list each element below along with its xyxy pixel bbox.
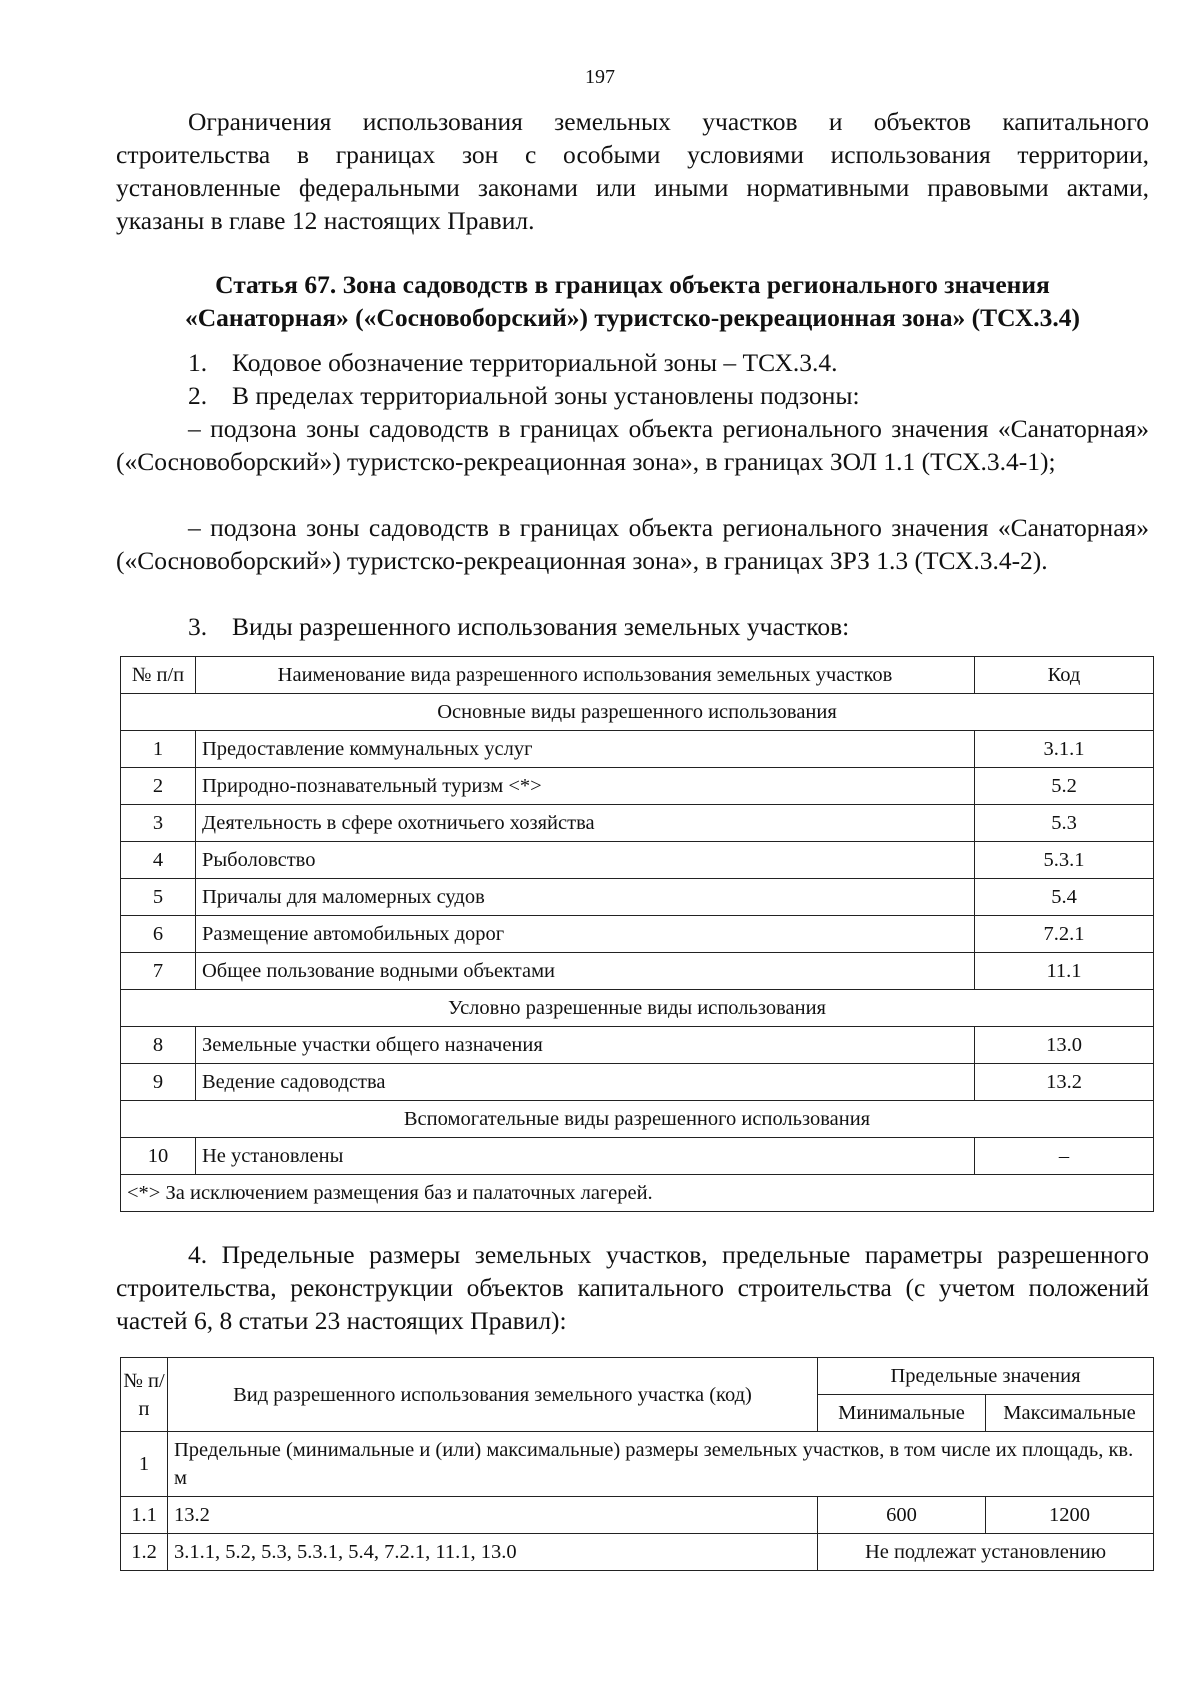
land-uses-table xyxy=(120,656,1154,1212)
row-code: 13.0 xyxy=(975,1027,1154,1064)
header-name: Наименование вида разрешенного использования земельных участков xyxy=(196,657,975,694)
row-codes: 13.2 xyxy=(168,1497,818,1534)
item-3-text: Виды разрешенного использования земельных участков: xyxy=(232,612,850,641)
table-row xyxy=(121,1138,1154,1175)
limits-header-num: № п/п xyxy=(121,1358,168,1432)
table-row xyxy=(121,1534,1154,1571)
row-name: Не установлены xyxy=(196,1138,975,1175)
row-num: 1.2 xyxy=(121,1534,168,1571)
footnote-row xyxy=(121,1175,1154,1212)
row-num: 7 xyxy=(121,953,196,990)
row-value: Не подлежат установлению xyxy=(818,1534,1154,1571)
table-footnote: <*> За исключением размещения баз и палаточных лагерей. xyxy=(121,1175,1154,1212)
section-title: Вспомогательные виды разрешенного использования xyxy=(121,1101,1154,1138)
row-code: 5.3.1 xyxy=(975,842,1154,879)
item-3-number: 3. xyxy=(188,612,208,641)
table-row xyxy=(121,1027,1154,1064)
row-name: Размещение автомобильных дорог xyxy=(196,916,975,953)
row-num: 3 xyxy=(121,805,196,842)
row-code: 5.4 xyxy=(975,879,1154,916)
row-num: 8 xyxy=(121,1027,196,1064)
row-num: 5 xyxy=(121,879,196,916)
row-code: – xyxy=(975,1138,1154,1175)
row-text: Предельные (минимальные и (или) максимальные) размеры земельных участков, в том числе их площадь, кв. м xyxy=(168,1432,1154,1497)
row-code: 13.2 xyxy=(975,1064,1154,1101)
limits-header-row-1 xyxy=(121,1358,1154,1395)
table-row xyxy=(121,879,1154,916)
row-name: Общее пользование водными объектами xyxy=(196,953,975,990)
intro-paragraph: Ограничения использования земельных участков и объектов капитального строительства в границах зон с особыми условиями использования территории, установленные федеральными законами или иными нормативными правовыми актами, указаны в главе 12 настоящих Правил. xyxy=(116,107,1149,235)
row-num: 1.1 xyxy=(121,1497,168,1534)
table-row xyxy=(121,842,1154,879)
table-row xyxy=(121,731,1154,768)
row-code: 5.3 xyxy=(975,805,1154,842)
row-num: 10 xyxy=(121,1138,196,1175)
row-name: Предоставление коммунальных услуг xyxy=(196,731,975,768)
item-1-text: Кодовое обозначение территориальной зоны – ТСХ.3.4. xyxy=(232,348,838,377)
row-code: 5.2 xyxy=(975,768,1154,805)
row-max: 1200 xyxy=(986,1497,1154,1534)
row-num: 4 xyxy=(121,842,196,879)
subzone-2: – подзона зоны садоводств в границах объекта регионального значения «Санаторная» («Сосновоборский») туристско-рекреационная зона», в границах ЗРЗ 1.3 (ТСХ.3.4-2). xyxy=(116,513,1149,575)
page-number: 197 xyxy=(585,66,615,88)
item-4-paragraph: 4. Предельные размеры земельных участков, предельные параметры разрешенного строительства, реконструкции объектов капитального строительства (с учетом положений частей 6, 8 статьи 23 настоящих Правил): xyxy=(116,1240,1149,1335)
row-name: Деятельность в сфере охотничьего хозяйства xyxy=(196,805,975,842)
table-row xyxy=(121,1432,1154,1497)
limits-table xyxy=(120,1357,1154,1571)
item-1 xyxy=(188,346,838,379)
row-min: 600 xyxy=(818,1497,986,1534)
row-name: Ведение садоводства xyxy=(196,1064,975,1101)
row-name: Земельные участки общего назначения xyxy=(196,1027,975,1064)
item-2 xyxy=(188,379,860,412)
row-code: 11.1 xyxy=(975,953,1154,990)
limits-header-max: Максимальные xyxy=(986,1395,1154,1432)
section-row-auxiliary xyxy=(121,1101,1154,1138)
article-title xyxy=(116,268,1149,334)
row-name: Причалы для маломерных судов xyxy=(196,879,975,916)
header-code: Код xyxy=(975,657,1154,694)
row-name: Рыболовство xyxy=(196,842,975,879)
header-num: № п/п xyxy=(121,657,196,694)
article-title-line-2: «Санаторная» («Сосновоборский») туристско-рекреационная зона» (ТСХ.3.4) xyxy=(184,303,1080,332)
section-title: Основные виды разрешенного использования xyxy=(121,694,1154,731)
limits-header-min: Минимальные xyxy=(818,1395,986,1432)
item-2-number: 2. xyxy=(188,381,208,410)
item-3 xyxy=(188,610,849,643)
table-row xyxy=(121,768,1154,805)
limits-header-kind: Вид разрешенного использования земельного участка (код) xyxy=(168,1358,818,1432)
section-row-main xyxy=(121,694,1154,731)
row-num: 1 xyxy=(121,1432,168,1497)
table-row xyxy=(121,953,1154,990)
row-num: 2 xyxy=(121,768,196,805)
row-code: 7.2.1 xyxy=(975,916,1154,953)
article-title-line-1: Статья 67. Зона садоводств в границах объекта регионального значения xyxy=(215,270,1050,299)
table-row xyxy=(121,1497,1154,1534)
table-header-row xyxy=(121,657,1154,694)
table-row xyxy=(121,916,1154,953)
row-codes: 3.1.1, 5.2, 5.3, 5.3.1, 5.4, 7.2.1, 11.1, 13.0 xyxy=(168,1534,818,1571)
table-row xyxy=(121,1064,1154,1101)
section-title: Условно разрешенные виды использования xyxy=(121,990,1154,1027)
row-num: 6 xyxy=(121,916,196,953)
table-row xyxy=(121,805,1154,842)
subzone-1: – подзона зоны садоводств в границах объекта регионального значения «Санаторная» («Сосновоборский») туристско-рекреационная зона», в границах ЗОЛ 1.1 (ТСХ.3.4-1); xyxy=(116,414,1149,476)
row-name: Природно-познавательный туризм <*> xyxy=(196,768,975,805)
limits-header-values: Предельные значения xyxy=(818,1358,1154,1395)
section-row-conditional xyxy=(121,990,1154,1027)
row-num: 9 xyxy=(121,1064,196,1101)
row-code: 3.1.1 xyxy=(975,731,1154,768)
row-num: 1 xyxy=(121,731,196,768)
item-2-text: В пределах территориальной зоны установлены подзоны: xyxy=(232,381,860,410)
item-1-number: 1. xyxy=(188,348,208,377)
